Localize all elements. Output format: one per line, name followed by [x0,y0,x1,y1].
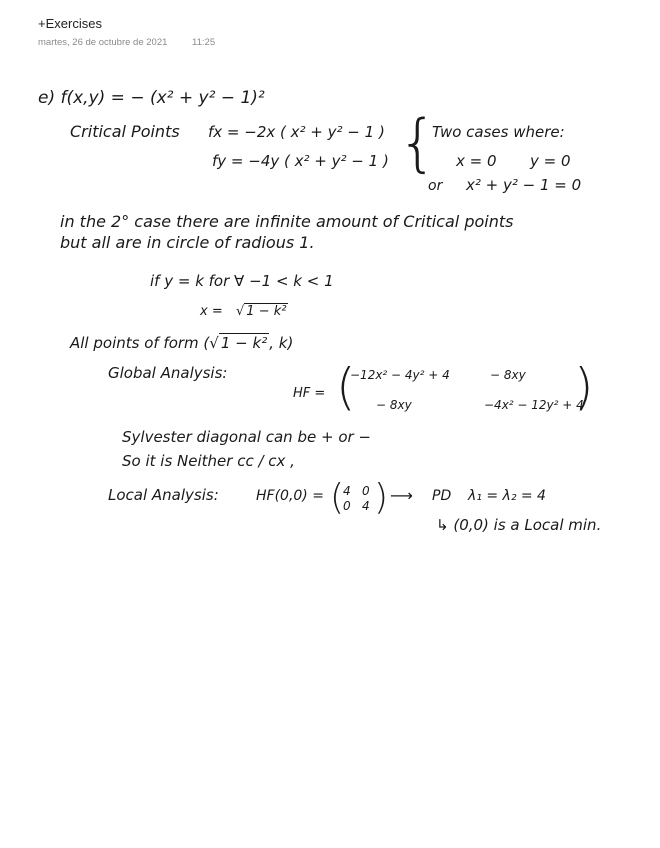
hessian-a22: −4x² − 12y² + 4 [484,398,584,412]
page-time: 11:25 [192,37,216,48]
critical-points-label: Critical Points [70,122,180,141]
hessian-a21: − 8xy [376,398,412,412]
case-x-zero: x = 0 [456,152,497,170]
sqrt-icon: √ [236,304,245,319]
partial-fy: fy = −4y ( x² + y² − 1 ) [212,152,389,170]
case-brace: { [398,106,438,179]
arrow-right-icon: ⟶ [390,486,413,505]
page-title: +Exercises [38,16,102,31]
case-y-zero: y = 0 [530,152,571,170]
points-suffix: , k) [269,334,294,352]
case-or: or [428,178,443,194]
eigenvalues: λ₁ = λ₂ = 4 [468,488,546,504]
parametrization-text: if y = k for ∀ −1 < k < 1 [150,272,334,290]
infinite-points-text: in the 2° case there are infinite amount of Critical points [60,212,514,231]
matrix-m12: 0 [362,484,370,498]
function-definition: e) f(x,y) = − (x² + y² − 1)² [38,88,265,108]
matrix-m11: 4 [343,484,351,498]
hessian-a12: − 8xy [490,368,526,382]
x-equals: x = [200,304,223,319]
x-root [236,304,288,319]
points-of-form [70,334,293,352]
circle-radius-text: but all are in circle of radious 1. [60,233,315,252]
cases-title: Two cases where: [432,123,565,141]
hessian-left-paren: ( [336,358,356,416]
case-circle: x² + y² − 1 = 0 [466,176,582,194]
matrix-left-paren: ( [330,477,345,518]
partial-fx: fx = −2x ( x² + y² − 1 ) [208,123,385,141]
page-timestamp [38,37,215,48]
matrix-m21: 0 [343,499,351,513]
matrix-right-paren: ) [374,477,389,518]
hessian-label: HF = [293,386,326,401]
hessian-origin-label: HF(0,0) = [256,488,324,504]
local-analysis-label: Local Analysis: [108,486,219,504]
sqrt-icon: √ [209,334,219,352]
hessian-a11: −12x² − 4y² + 4 [350,368,450,382]
neither-text: So it is Neither cc / cx , [122,452,295,470]
sylvester-text: Sylvester diagonal can be + or − [122,428,371,446]
matrix-m22: 4 [362,499,370,513]
local-min-conclusion: ↳ (0,0) is a Local min. [436,516,602,534]
global-analysis-label: Global Analysis: [108,364,228,382]
points-root: 1 − k² [220,334,268,352]
points-prefix: All points of form ( [70,334,210,352]
page-date: martes, 26 de octubre de 2021 [38,37,168,48]
x-root-value: 1 − k² [246,304,287,319]
hessian-right-paren: ) [574,358,594,416]
positive-definite-label: PD [432,488,452,504]
